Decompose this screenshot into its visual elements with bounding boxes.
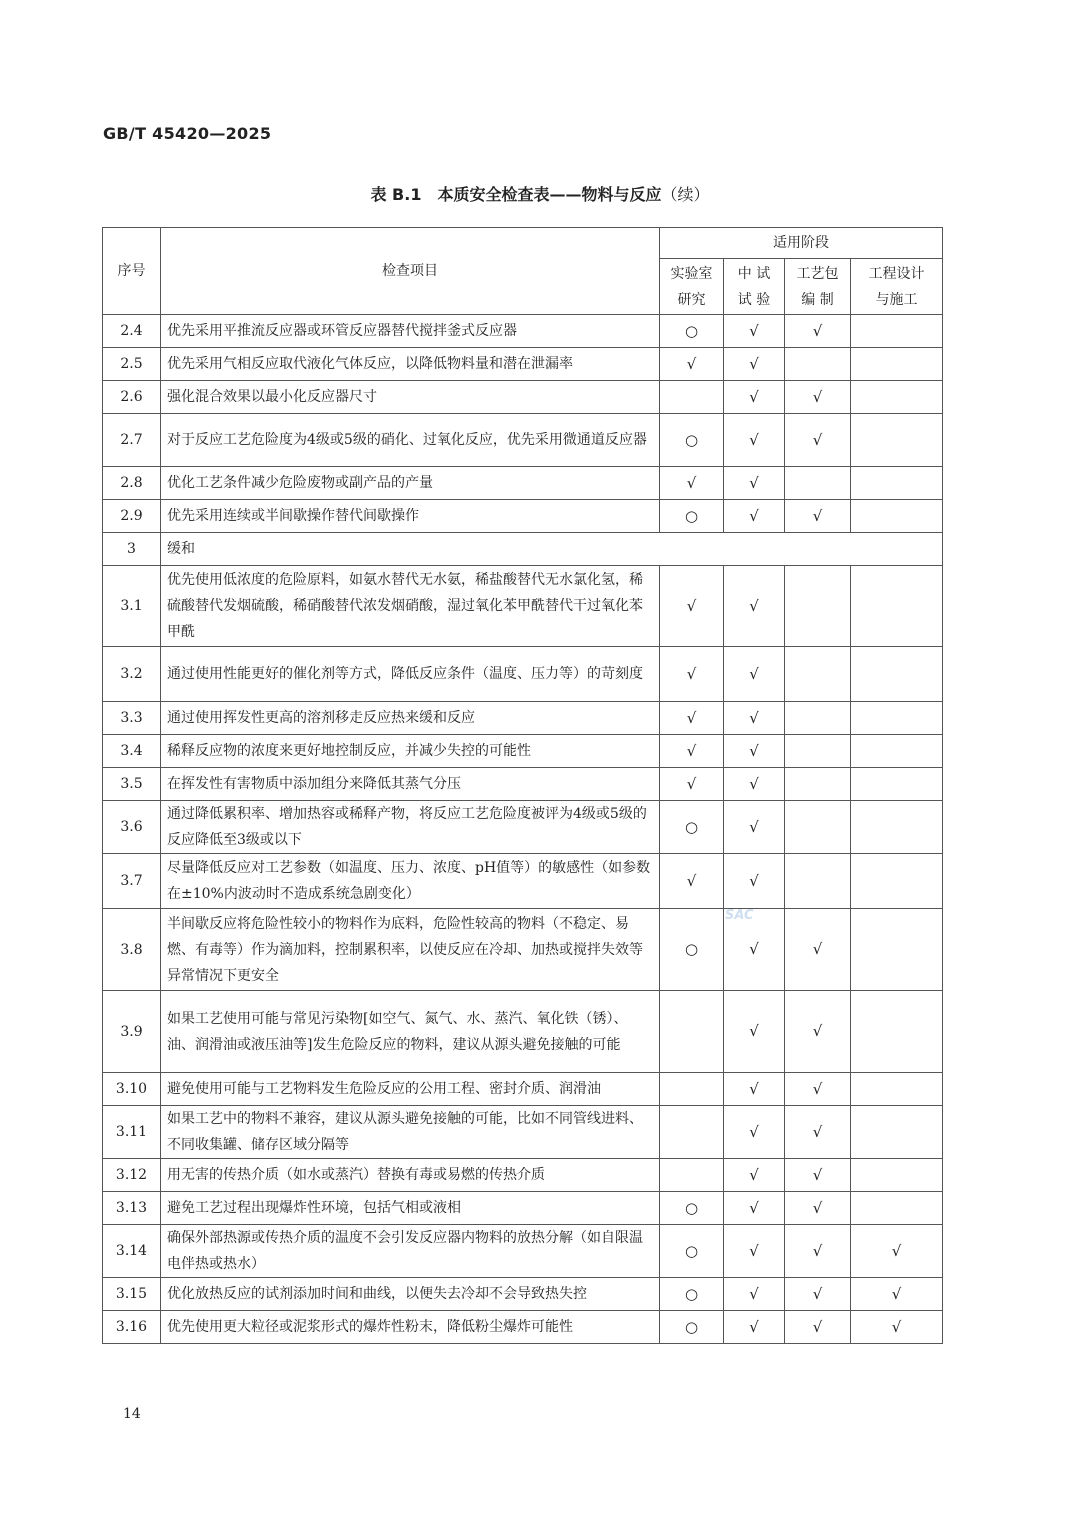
stage-cell-engineering [851,647,943,702]
stage-cell-pilot [724,1159,785,1192]
table-number: 表 B.1 [370,185,422,204]
check-item: 对于反应工艺危险度为4级或5级的硝化、过氧化反应，优先采用微通道反应器 [161,414,660,467]
applicability-mark: √ [686,664,697,683]
header-seq: 序号 [103,228,161,315]
applicability-mark: √ [812,1122,823,1141]
table-row [103,801,943,854]
applicability-mark: √ [749,940,759,958]
header-item: 检查项目 [161,228,660,315]
stage-cell-process-package [785,991,851,1073]
row-number: 3.6 [103,801,161,854]
stage-cell-process-package [785,1225,851,1278]
row-number: 3 [103,533,161,566]
page-number: 14 [123,1406,141,1422]
stage-cell-lab [660,1225,724,1278]
applicability-mark: √ [749,430,759,449]
check-item: 优先采用连续或半间歇操作替代间歇操作 [161,500,660,533]
applicability-mark: √ [686,473,697,492]
row-number: 3.15 [103,1278,161,1311]
check-item: 避免使用可能与工艺物料发生危险反应的公用工程、密封介质、润滑油 [161,1073,660,1106]
applicability-mark: √ [812,430,823,449]
stage-cell-process-package [785,1278,851,1311]
stage-cell-process-package [785,348,851,381]
applicability-mark: ○ [684,1198,699,1217]
stage-cell-lab [660,991,724,1073]
applicability-mark: ○ [684,506,699,525]
row-number: 3.8 [103,909,161,991]
stage-cell-lab [660,647,724,702]
stage-cell-engineering [851,566,943,647]
table-row [103,1225,943,1278]
stage-cell-pilot [724,801,785,854]
stage-cell-engineering [851,702,943,735]
applicability-mark: √ [686,708,697,727]
stage-cell-lab [660,1159,724,1192]
header-stage-pilot: 中 试 试 验 [724,259,785,315]
table-row [103,381,943,414]
table-row [103,735,943,768]
table-row [103,1073,943,1106]
stage-cell-process-package [785,1159,851,1192]
stage-cell-lab [660,909,724,991]
applicability-mark: √ [686,596,697,615]
applicability-mark: √ [812,1241,823,1260]
check-item: 用无害的传热介质（如水或蒸汽）替换有毒或易燃的传热介质 [161,1159,660,1192]
applicability-mark: √ [749,1241,759,1260]
stage-cell-process-package [785,735,851,768]
stage-cell-lab [660,315,724,348]
stage-cell-pilot [724,854,785,909]
table-row [103,315,943,348]
stage-cell-pilot [724,1106,785,1159]
stage-cell-engineering [851,1073,943,1106]
row-number: 3.1 [103,566,161,647]
applicability-mark: √ [812,940,823,958]
applicability-mark: √ [812,506,823,525]
check-item: 优先采用气相反应取代液化气体反应，以降低物料量和潜在泄漏率 [161,348,660,381]
row-number: 3.7 [103,854,161,909]
check-item: 优先采用平推流反应器或环管反应器替代搅拌釜式反应器 [161,315,660,348]
row-number: 3.5 [103,768,161,801]
stage-cell-pilot [724,467,785,500]
row-number: 2.4 [103,315,161,348]
applicability-mark: √ [812,1165,823,1184]
check-item: 在挥发性有害物质中添加组分来降低其蒸气分压 [161,768,660,801]
stage-cell-process-package [785,381,851,414]
stage-cell-engineering [851,801,943,854]
applicability-mark: √ [749,817,759,836]
stage-cell-process-package [785,768,851,801]
stage-cell-process-package [785,909,851,991]
stage-cell-process-package [785,1106,851,1159]
check-item: 半间歇反应将危险性较小的物料作为底料，危险性较高的物料（不稳定、易燃、有毒等）作为滴加料，控制累积率，以使反应在冷却、加热或搅拌失效等异常情况下更安全 [161,909,660,991]
stage-cell-process-package [785,1192,851,1225]
stage-cell-lab [660,381,724,414]
applicability-mark: √ [749,1022,759,1040]
applicability-mark: √ [891,1241,902,1260]
section-row [103,533,943,566]
table-row [103,566,943,647]
check-item: 确保外部热源或传热介质的温度不会引发反应器内物料的放热分解（如自限温电伴热或热水） [161,1225,660,1278]
table-row [103,1278,943,1311]
applicability-mark: √ [812,1317,823,1336]
applicability-mark: √ [749,708,759,727]
row-number: 3.16 [103,1311,161,1344]
stage-cell-process-package [785,702,851,735]
stage-cell-engineering [851,1159,943,1192]
applicability-mark: √ [812,1079,823,1098]
stage-cell-pilot [724,1311,785,1344]
row-number: 2.5 [103,348,161,381]
stage-cell-pilot [724,414,785,467]
check-item: 强化混合效果以最小化反应器尺寸 [161,381,660,414]
table-row [103,1159,943,1192]
applicability-mark: ○ [684,1241,699,1260]
check-item: 如果工艺使用可能与常见污染物[如空气、氮气、水、蒸汽、氧化铁（锈）、油、润滑油或液压油等]发生危险反应的物料，建议从源头避免接触的可能 [161,991,660,1073]
applicability-mark: ○ [684,817,699,836]
applicability-mark: ○ [684,1284,699,1303]
applicability-mark: √ [749,473,759,492]
stage-cell-pilot [724,735,785,768]
check-item: 通过降低累积率、增加热容或稀释产物，将反应工艺危险度被评为4级或5级的反应降低至3级或以下 [161,801,660,854]
stage-cell-engineering [851,768,943,801]
check-item: 优化放热反应的试剂添加时间和曲线，以便失去冷却不会导致热失控 [161,1278,660,1311]
stage-cell-pilot [724,1225,785,1278]
section-title: 缓和 [161,533,943,566]
table-row [103,1192,943,1225]
table-row [103,414,943,467]
row-number: 2.7 [103,414,161,467]
stage-cell-engineering [851,381,943,414]
check-item: 优化工艺条件减少危险废物或副产品的产量 [161,467,660,500]
stage-cell-lab [660,735,724,768]
stage-cell-lab [660,1192,724,1225]
applicability-mark: √ [812,1022,823,1040]
stage-cell-pilot [724,1278,785,1311]
stage-cell-engineering [851,854,943,909]
applicability-mark: √ [749,774,759,793]
check-item: 通过使用性能更好的催化剂等方式，降低反应条件（温度、压力等）的苛刻度 [161,647,660,702]
applicability-mark: √ [686,774,697,793]
row-number: 3.12 [103,1159,161,1192]
stage-cell-engineering [851,500,943,533]
table-row [103,854,943,909]
stage-cell-pilot [724,647,785,702]
checklist-table [102,227,943,1344]
stage-cell-process-package [785,500,851,533]
row-number: 3.3 [103,702,161,735]
check-item: 避免工艺过程出现爆炸性环境，包括气相或液相 [161,1192,660,1225]
row-number: 2.9 [103,500,161,533]
applicability-mark: √ [749,1079,759,1098]
stage-cell-pilot [724,566,785,647]
header-stage-lab: 实验室 研究 [660,259,724,315]
stage-cell-engineering [851,1192,943,1225]
stage-cell-engineering [851,991,943,1073]
stage-cell-process-package [785,1073,851,1106]
stage-cell-process-package [785,854,851,909]
standard-number: GB/T 45420—2025 [103,124,272,143]
row-number: 3.13 [103,1192,161,1225]
table-row [103,991,943,1073]
stage-cell-lab [660,500,724,533]
stage-cell-pilot [724,315,785,348]
check-item: 优先使用低浓度的危险原料，如氨水替代无水氨，稀盐酸替代无水氯化氢，稀硫酸替代发烟硫酸，稀硝酸替代浓发烟硝酸，湿过氧化苯甲酰替代干过氧化苯甲酰 [161,566,660,647]
applicability-mark: √ [686,871,697,890]
sac-watermark: SAC [725,908,754,923]
stage-cell-lab [660,768,724,801]
stage-cell-engineering [851,1311,943,1344]
stage-cell-process-package [785,1311,851,1344]
stage-cell-lab [660,566,724,647]
applicability-mark: √ [749,1198,759,1217]
table-row [103,348,943,381]
check-item: 通过使用挥发性更高的溶剂移走反应热来缓和反应 [161,702,660,735]
row-number: 3.4 [103,735,161,768]
row-number: 3.14 [103,1225,161,1278]
check-item: 优先使用更大粒径或泥浆形式的爆炸性粉末，降低粉尘爆炸可能性 [161,1311,660,1344]
stage-cell-lab [660,1278,724,1311]
stage-cell-engineering [851,909,943,991]
stage-cell-pilot [724,381,785,414]
stage-cell-pilot [724,348,785,381]
applicability-mark: √ [749,506,759,525]
stage-cell-process-package [785,315,851,348]
applicability-mark: √ [812,1198,823,1217]
table-row [103,467,943,500]
applicability-mark: √ [891,1284,902,1303]
stage-cell-process-package [785,467,851,500]
table-row [103,647,943,702]
applicability-mark: √ [812,387,823,406]
stage-cell-lab [660,348,724,381]
applicability-mark: √ [749,354,759,373]
stage-cell-engineering [851,348,943,381]
row-number: 3.9 [103,991,161,1073]
stage-cell-process-package [785,647,851,702]
applicability-mark: ○ [684,430,699,449]
table-row [103,702,943,735]
stage-cell-process-package [785,414,851,467]
row-number: 3.11 [103,1106,161,1159]
applicability-mark: √ [749,871,759,890]
applicability-mark: √ [749,1122,759,1141]
table-row [103,909,943,991]
row-number: 2.8 [103,467,161,500]
applicability-mark: ○ [684,940,699,958]
stage-cell-engineering [851,414,943,467]
stage-cell-pilot [724,500,785,533]
applicability-mark: √ [749,387,759,406]
applicability-mark: √ [749,1317,759,1336]
applicability-mark: √ [749,1284,759,1303]
applicability-mark: √ [749,321,759,340]
applicability-mark: √ [749,596,759,615]
applicability-mark: √ [749,1165,759,1184]
table-continued: （续） [661,185,710,204]
stage-cell-lab [660,1106,724,1159]
check-item: 如果工艺中的物料不兼容，建议从源头避免接触的可能，比如不同管线进料、不同收集罐、储存区域分隔等 [161,1106,660,1159]
stage-cell-pilot [724,991,785,1073]
header-stage-process-package: 工艺包 编 制 [785,259,851,315]
table-row [103,1106,943,1159]
stage-cell-lab [660,801,724,854]
stage-cell-lab [660,467,724,500]
stage-cell-engineering [851,735,943,768]
applicability-mark: √ [812,321,823,340]
stage-cell-pilot [724,702,785,735]
applicability-mark: √ [891,1317,902,1336]
row-number: 3.10 [103,1073,161,1106]
stage-cell-lab [660,702,724,735]
stage-cell-lab [660,414,724,467]
stage-cell-engineering [851,1106,943,1159]
header-stage-engineering: 工程设计 与施工 [851,259,943,315]
check-item: 尽量降低反应对工艺参数（如温度、压力、浓度、pH值等）的敏感性（如参数在±10%内波动时不造成系统急剧变化） [161,854,660,909]
header-stage-group: 适用阶段 [660,228,943,259]
table-row [103,768,943,801]
applicability-mark: √ [812,1284,823,1303]
stage-cell-engineering [851,467,943,500]
stage-cell-process-package [785,801,851,854]
stage-cell-pilot [724,1073,785,1106]
table-row [103,500,943,533]
stage-cell-lab [660,854,724,909]
stage-cell-process-package [785,566,851,647]
stage-cell-lab [660,1311,724,1344]
applicability-mark: √ [749,741,759,760]
stage-cell-engineering [851,1225,943,1278]
table-title [0,182,1080,205]
stage-cell-engineering [851,1278,943,1311]
table-name: 本质安全检查表——物料与反应 [437,185,662,204]
check-item: 稀释反应物的浓度来更好地控制反应，并减少失控的可能性 [161,735,660,768]
applicability-mark: √ [686,741,697,760]
row-number: 2.6 [103,381,161,414]
applicability-mark: ○ [684,321,699,340]
stage-cell-pilot [724,768,785,801]
applicability-mark: √ [749,664,759,683]
table-row [103,1311,943,1344]
stage-cell-lab [660,1073,724,1106]
stage-cell-engineering [851,315,943,348]
applicability-mark: √ [686,354,697,373]
stage-cell-pilot [724,1192,785,1225]
applicability-mark: ○ [684,1317,699,1336]
row-number: 3.2 [103,647,161,702]
